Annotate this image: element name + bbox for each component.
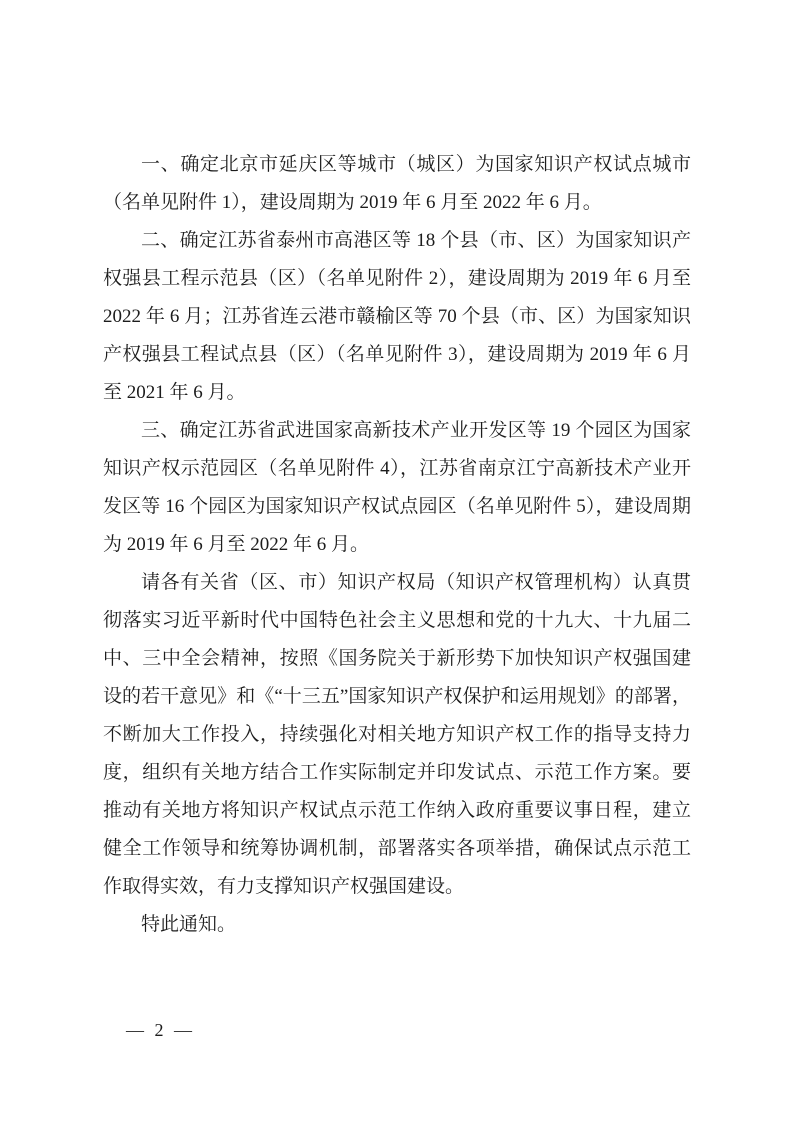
paragraph-item-3: 三、确定江苏省武进国家高新技术产业开发区等 19 个园区为国家知识产权示范园区（名单见附件 4），江苏省南京江宁高新技术产业开发区等 16 个园区为国家知识产权试点园区（名单见附件 5），建设周期为 2019 年 6 月至 2022 年 6 月。 [103,420,691,555]
paragraph-item-1: 一、确定北京市延庆区等城市（城区）为国家知识产权试点城市（名单见附件 1），建设周期为 2019 年 6 月至 2022 年 6 月。 [103,154,691,213]
page-number: — 2 — [126,1020,195,1040]
document-body [103,146,691,944]
paragraph-closing: 特此通知。 [141,914,237,935]
paragraph-body: 请各有关省（区、市）知识产权局（知识产权管理机构）认真贯彻落实习近平新时代中国特色社会主义思想和党的十九大、十九届二中、三中全会精神，按照《国务院关于新形势下加快知识产权强国建设的若干意见》和《“十三五”国家知识产权保护和运用规划》的部署，不断加大工作投入，持续强化对相关地方知识产权工作的指导支持力度，组织有关地方结合工作实际制定并印发试点、示范工作方案。要推动有关地方将知识产权试点示范工作纳入政府重要议事日程，建立健全工作领导和统筹协调机制，部署落实各项举措，确保试点示范工作取得实效，有力支撑知识产权强国建设。 [103,572,691,897]
paragraph-item-2: 二、确定江苏省泰州市高港区等 18 个县（市、区）为国家知识产权强县工程示范县（区）（名单见附件 2），建设周期为 2019 年 6 月至 2022 年 6 月；江苏省连云港市赣榆区等 70 个县（市、区）为国家知识产权强县工程试点县（区）（名单见附件 3），建设周期为 2019 年 6 月至 2021 年 6 月。 [103,230,691,403]
